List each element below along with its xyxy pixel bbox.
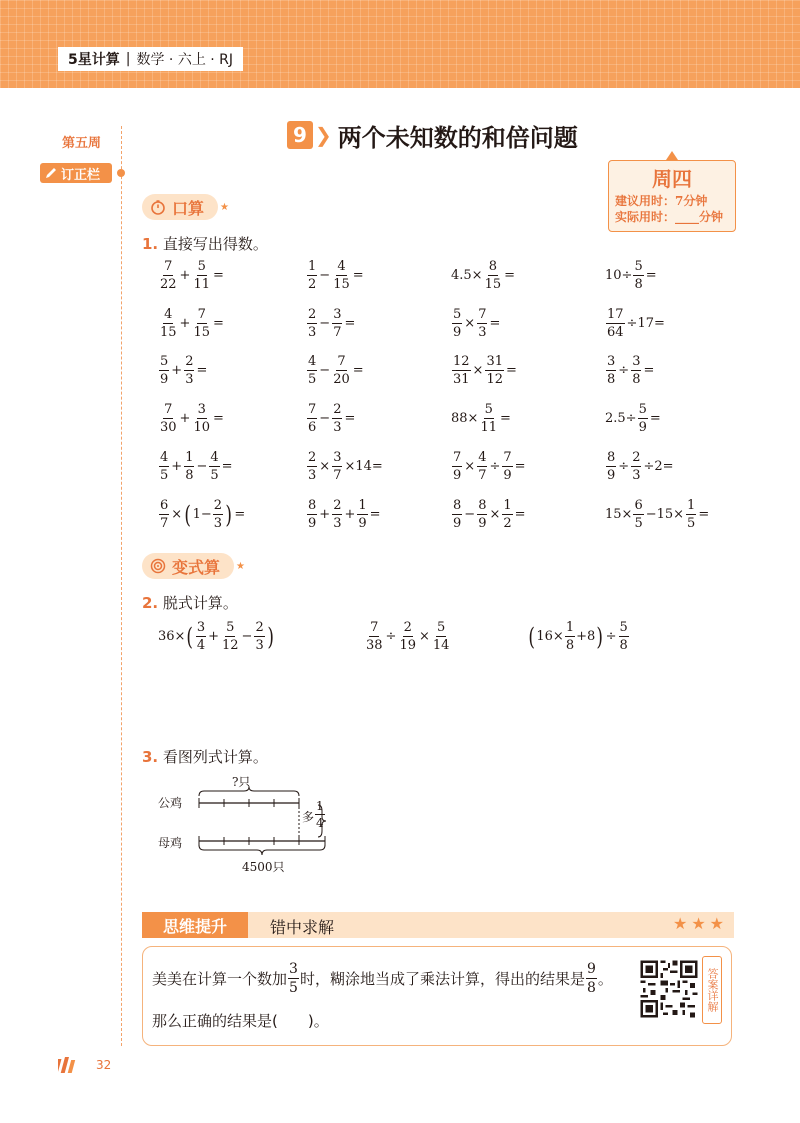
problem-1-4: 10÷ $\frac{5}{8}$ = xyxy=(605,259,657,292)
header-band xyxy=(0,0,800,88)
problem-6-4: 15× $\frac{6}{5}$ −15× $\frac{1}{5}$ = xyxy=(605,498,710,531)
target-icon xyxy=(150,558,166,574)
problem-5-3: $\frac{7}{9}$ × $\frac{4}{7}$ ÷ $\frac{7}{9}$ = xyxy=(453,450,526,483)
problem-4-1: $\frac{7}{30}$ + $\frac{3}{10}$ = xyxy=(160,402,224,435)
problem-2-4: $\frac{17}{64}$ ÷17= xyxy=(607,307,665,340)
difficulty-stars: ★★★ xyxy=(672,914,728,933)
problem-1-3: 4.5× $\frac{8}{15}$ = xyxy=(451,259,516,292)
problem-4-2: $\frac{7}{6}$ − $\frac{2}{3}$ = xyxy=(308,402,356,435)
question-3-number: 3. xyxy=(142,748,159,766)
lesson-title-text: 两个未知数的和倍问题 xyxy=(337,123,578,152)
brand-divider: | xyxy=(125,51,131,67)
question-2-text: 脱式计算。 xyxy=(162,594,238,612)
question-1-number: 1. xyxy=(142,235,159,253)
problem-1-1: $\frac{7}{22}$ + $\frac{5}{11}$ = xyxy=(160,259,224,292)
actual-time xyxy=(615,209,723,225)
problem-5-4: $\frac{8}{9}$ ÷ $\frac{2}{3}$ ÷2= xyxy=(607,450,674,483)
day-card xyxy=(608,160,736,232)
section-variant-header xyxy=(142,553,245,579)
thinking-line-1-b: 时，糊涂地当成了乘法计算，得出的结果是 xyxy=(299,970,585,988)
lesson-number: 9 xyxy=(287,121,313,149)
problem-6-2: $\frac{8}{9}$ + $\frac{2}{3}$ + $\frac{1}{9}$ = xyxy=(308,498,381,531)
chevron-right-icon: ❯ xyxy=(315,123,332,147)
pencil-icon xyxy=(44,166,58,180)
week-label: 第五周 xyxy=(62,136,102,151)
rooster-bar xyxy=(198,798,302,808)
problem-2-1: $\frac{4}{15}$ + $\frac{7}{15}$ = xyxy=(160,307,224,340)
diagram-frac-numerator: 1 xyxy=(316,799,324,813)
problem-4-3: 88× $\frac{5}{11}$ = xyxy=(451,402,511,435)
diagram-frac-denominator: 4 xyxy=(316,816,324,830)
section-oral-title: 口算 xyxy=(172,198,205,218)
problem-3-2: $\frac{4}{5}$ − $\frac{7}{20}$ = xyxy=(308,354,364,387)
thinking-line-1-a: 美美在计算一个数加 xyxy=(152,970,288,988)
thinking-frac-2-num: 9 xyxy=(586,961,596,977)
thinking-line-1-c: 。 xyxy=(597,970,613,988)
thinking-frac-2-den: 8 xyxy=(586,980,596,996)
thinking-header xyxy=(142,912,734,938)
star-icon: ★ xyxy=(220,201,229,213)
diagram-top-label: ?只 xyxy=(232,775,251,789)
problem-4-4: 2.5÷ $\frac{5}{9}$ = xyxy=(605,402,661,435)
rooster-label: 公鸡 xyxy=(158,796,183,810)
thinking-frac-1-num: 3 xyxy=(289,961,298,977)
thinking-tag: 思维提升 xyxy=(142,912,248,938)
question-3-text: 看图列式计算。 xyxy=(162,748,268,766)
top-brace xyxy=(198,787,300,797)
question-2 xyxy=(142,592,238,613)
problem-3-3: $\frac{12}{31}$ × $\frac{31}{12}$ = xyxy=(453,354,517,387)
section-variant-title: 变式算 xyxy=(172,557,221,577)
question-1 xyxy=(142,233,268,254)
question-2-number: 2. xyxy=(142,594,159,612)
more-label: 多 xyxy=(302,810,315,824)
problem-5-1: $\frac{4}{5}$ + $\frac{1}{8}$ − $\frac{4}{5}$ = xyxy=(160,450,233,483)
line-segment-diagram xyxy=(150,770,350,880)
step-problem-1: 36× ( $\frac{3}{4}$ + $\frac{5}{12}$ − $\frac{2}{3}$ ) xyxy=(158,620,274,653)
section-oral-pill xyxy=(142,194,218,220)
problem-3-1: $\frac{5}{9}$ + $\frac{2}{3}$ = xyxy=(160,354,208,387)
lesson-title xyxy=(287,120,578,150)
page-number-block xyxy=(58,1057,111,1073)
thinking-line-1 xyxy=(152,962,613,995)
problem-6-3: $\frac{8}{9}$ − $\frac{8}{9}$ × $\frac{1}{2}$ = xyxy=(453,498,526,531)
step-problem-2: $\frac{7}{38}$ ÷ $\frac{2}{19}$ × $\frac{5}{14}$ xyxy=(366,620,450,653)
thinking-frac-1-den: 5 xyxy=(289,980,298,996)
problem-2-3: $\frac{5}{9}$ × $\frac{7}{3}$ = xyxy=(453,307,501,340)
thinking-frac-2 xyxy=(585,962,598,995)
section-oral-header xyxy=(142,194,229,220)
suggested-time: 建议用时：7分钟 xyxy=(615,194,708,208)
diagram-bottom-label: 4500只 xyxy=(242,860,285,874)
page-number: 32 xyxy=(96,1058,112,1072)
hen-label: 母鸡 xyxy=(158,836,183,850)
qr-code-icon[interactable] xyxy=(638,958,700,1020)
answer-detail-label[interactable]: 答案详解 xyxy=(702,956,722,1024)
bottom-brace xyxy=(198,845,328,855)
books-icon xyxy=(58,1057,88,1073)
star-icon: ★ xyxy=(236,560,245,572)
problem-5-2: $\frac{2}{3}$ × $\frac{3}{7}$ ×14= xyxy=(308,450,383,483)
problem-3-4: $\frac{3}{8}$ ÷ $\frac{3}{8}$ = xyxy=(607,354,655,387)
thinking-frac-1 xyxy=(287,962,300,995)
problem-2-2: $\frac{2}{3}$ − $\frac{3}{7}$ = xyxy=(308,307,356,340)
correction-tag xyxy=(40,163,112,183)
question-1-text: 直接写出得数。 xyxy=(162,235,268,253)
problem-1-2: $\frac{1}{2}$ − $\frac{4}{15}$ = xyxy=(308,259,364,292)
brand-name: 5星计算 xyxy=(68,52,120,68)
day-card-pointer xyxy=(666,151,678,160)
thinking-line-2: 那么正确的结果是( )。 xyxy=(152,1012,329,1030)
diagram-fraction xyxy=(314,800,326,829)
actual-time-suffix: 分钟 xyxy=(699,210,724,224)
correction-label: 订正栏 xyxy=(61,167,101,183)
problem-6-1: $\frac{6}{7}$ × ( 1− $\frac{2}{3}$ ) = xyxy=(160,498,246,531)
section-variant-pill xyxy=(142,553,234,579)
actual-time-blank: ____ xyxy=(675,210,700,224)
actual-time-prefix: 实际用时： xyxy=(615,210,676,224)
stopwatch-icon xyxy=(150,199,166,215)
side-dot xyxy=(117,169,125,177)
step-problem-3: ( 16× $\frac{1}{8}$ +8 ) ÷ $\frac{5}{8}$ xyxy=(528,620,628,653)
side-divider-line xyxy=(121,126,122,1046)
subject-label: 数学 · 六上 · RJ xyxy=(136,52,234,68)
brand-tag xyxy=(58,47,243,71)
thinking-subtitle: 错中求解 xyxy=(270,918,335,937)
day-label: 周四 xyxy=(652,167,692,191)
question-3 xyxy=(142,746,268,767)
